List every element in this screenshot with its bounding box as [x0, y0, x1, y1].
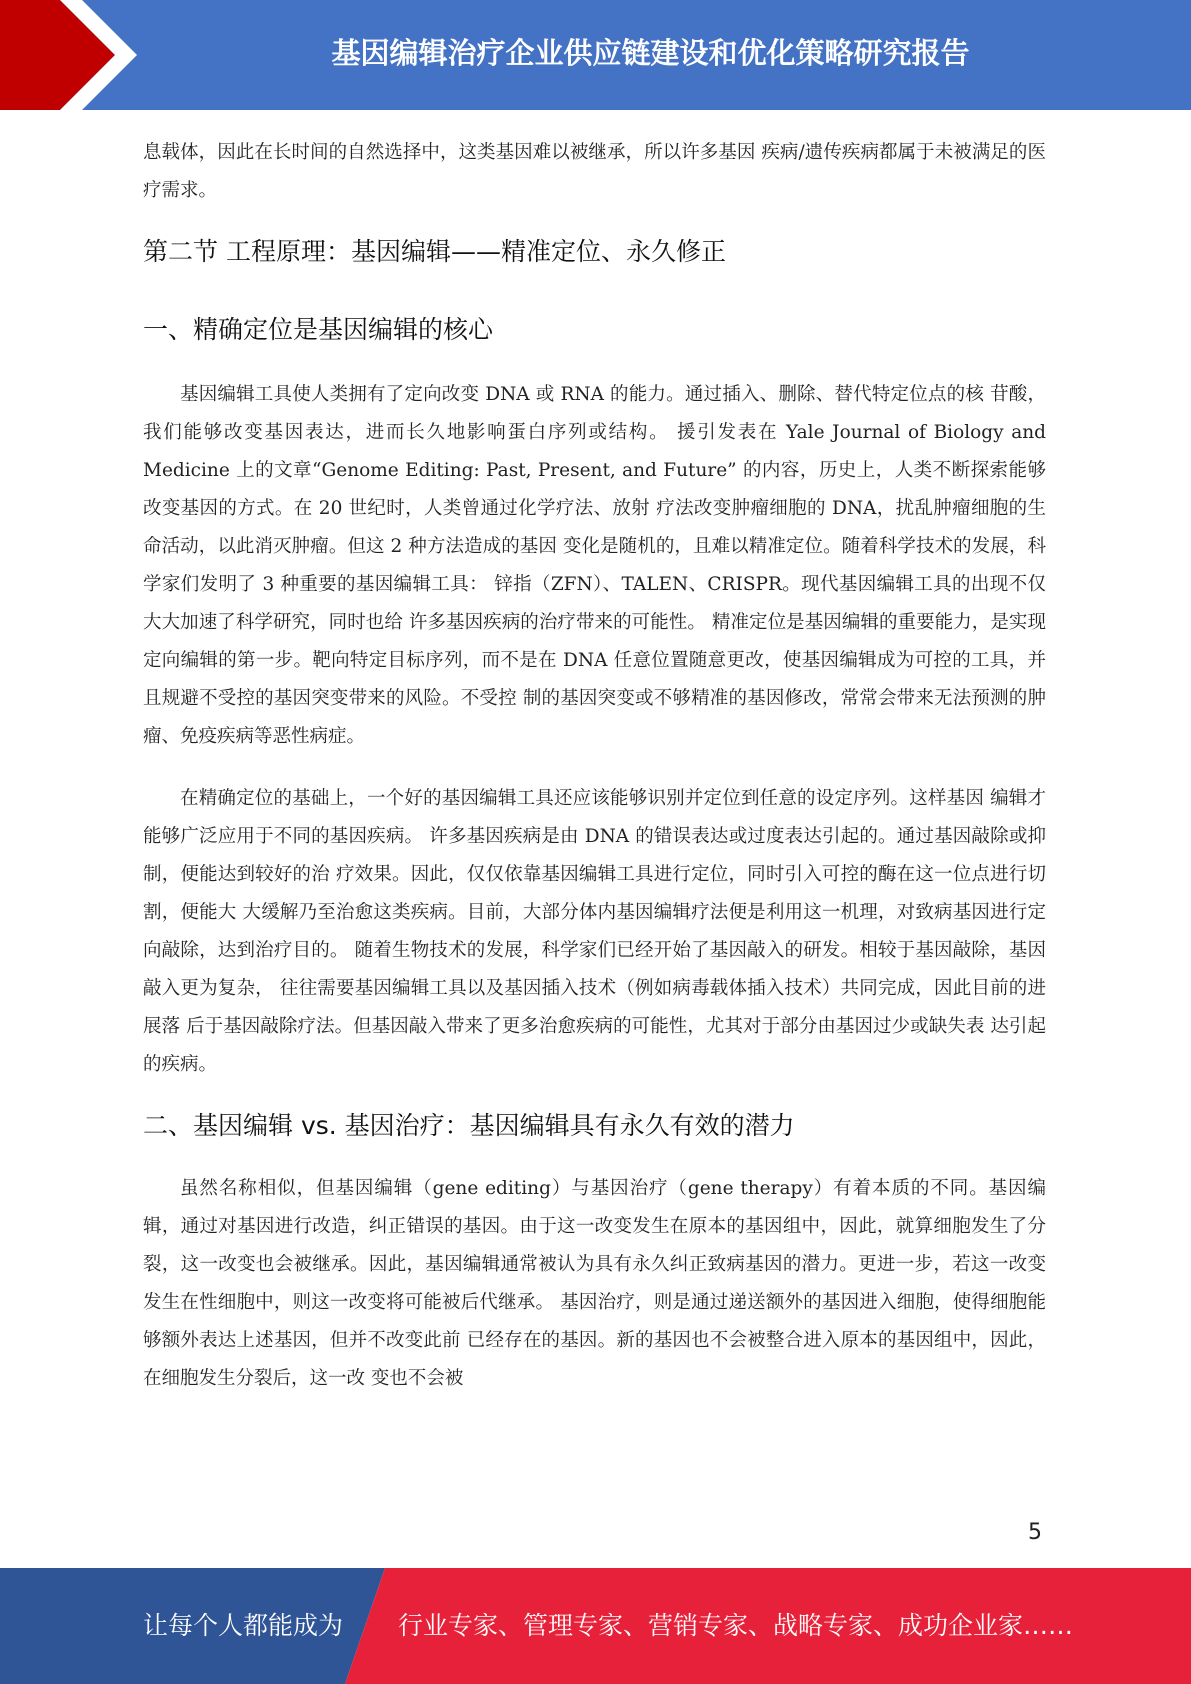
- report-title: 基因编辑治疗企业供应链建设和优化策略研究报告: [331, 36, 970, 70]
- page-footer: [0, 1568, 1191, 1684]
- footer-slogan-right: 行业专家、管理专家、营销专家、战略专家、成功企业家……: [398, 1611, 1074, 1640]
- page-header: [0, 0, 1191, 110]
- subsection-2-title: 二、基因编辑 vs. 基因治疗：基因编辑具有永久有效的潜力: [143, 1111, 795, 1140]
- page-number: 5: [1028, 1520, 1042, 1545]
- subsection-1-title: 一、精确定位是基因编辑的核心: [143, 315, 494, 344]
- intro-paragraph: 息载体，因此在长时间的自然选择中，这类基因难以被继承，所以许多基因 疾病/遗传疾病都属于未被满足的医疗需求。: [143, 142, 1046, 201]
- footer-slogan-left: 让每个人都能成为: [143, 1611, 344, 1640]
- page-content: [143, 134, 1046, 1398]
- subsection-1-paragraph-2: 在精确定位的基础上，一个好的基因编辑工具还应该能够识别并定位到任意的设定序列。这样基因 编辑才能够广泛应用于不同的基因疾病。 许多基因疾病是由 DNA 的错误表达或过度表达引起的。通过基因敲除或抑制，便能达到较好的治 疗效果。因此，仅仅依靠基因编辑工具进行定位，同时引入可控的酶在这一位点进行切割，便能大 大缓解乃至治愈这类疾病。目前，大部分体内基因编辑疗法便是利用这一机理，对致病基因进行定 向敲除，达到治疗目的。 随着生物技术的发展，科学家们已经开始了基因敲入的研发。相较于基因敲除，基因敲入更为复杂， 往往需要基因编辑工具以及基因插入技术（例如病毒载体插入技术）共同完成，因此目前的进展落 后于基因敲除疗法。但基因敲入带来了更多治愈疾病的可能性，尤其对于部分由基因过少或缺失表 达引起的疾病。: [143, 788, 1046, 1075]
- header-arrow-icon: [0, 0, 160, 110]
- subsection-1-paragraph-1: 基因编辑工具使人类拥有了定向改变 DNA 或 RNA 的能力。通过插入、删除、替代特定位点的核 苷酸，我们能够改变基因表达，进而长久地影响蛋白序列或结构。 援引发表在 Yale Journal of Biology and Medicine 上的文章“Genome Editing: Past, Present, and Future” 的内容，历史上，人类不断探索能够改变基因的方式。在 20 世纪时，人类曾通过化学疗法、放射 疗法改变肿瘤细胞的 DNA，扰乱肿瘤细胞的生命活动，以此消灭肿瘤。但这 2 种方法造成的基因 变化是随机的，且难以精准定位。随着科学技术的发展，科学家们发明了 3 种重要的基因编辑工具： 锌指（ZFN）、TALEN、CRISPR。现代基因编辑工具的出现不仅大大加速了科学研究，同时也给 许多基因疾病的治疗带来的可能性。 精准定位是基因编辑的重要能力，是实现定向编辑的第一步。靶向特定目标序列，而不是在 DNA 任意位置随意更改，使基因编辑成为可控的工具，并且规避不受控的基因突变带来的风险。不受控 制的基因突变或不够精准的基因修改，常常会带来无法预测的肿瘤、免疫疾病等恶性病症。: [143, 384, 1046, 747]
- subsection-2-paragraph-1: 虽然名称相似，但基因编辑（gene editing）与基因治疗（gene therapy）有着本质的不同。基因编辑，通过对基因进行改造，纠正错误的基因。由于这一改变发生在原本的基因组中，因此，就算细胞发生了分裂，这一改变也会被继承。因此，基因编辑通常被认为具有永久纠正致病基因的潜力。更进一步，若这一改变发生在性细胞中，则这一改变将可能被后代继承。 基因治疗，则是通过递送额外的基因进入细胞，使得细胞能够额外表达上述基因，但并不改变此前 已经存在的基因。新的基因也不会被整合进入原本的基因组中，因此，在细胞发生分裂后，这一改 变也不会被: [143, 1178, 1046, 1389]
- section-2-title: 第二节 工程原理：基因编辑——精准定位、永久修正: [143, 237, 726, 266]
